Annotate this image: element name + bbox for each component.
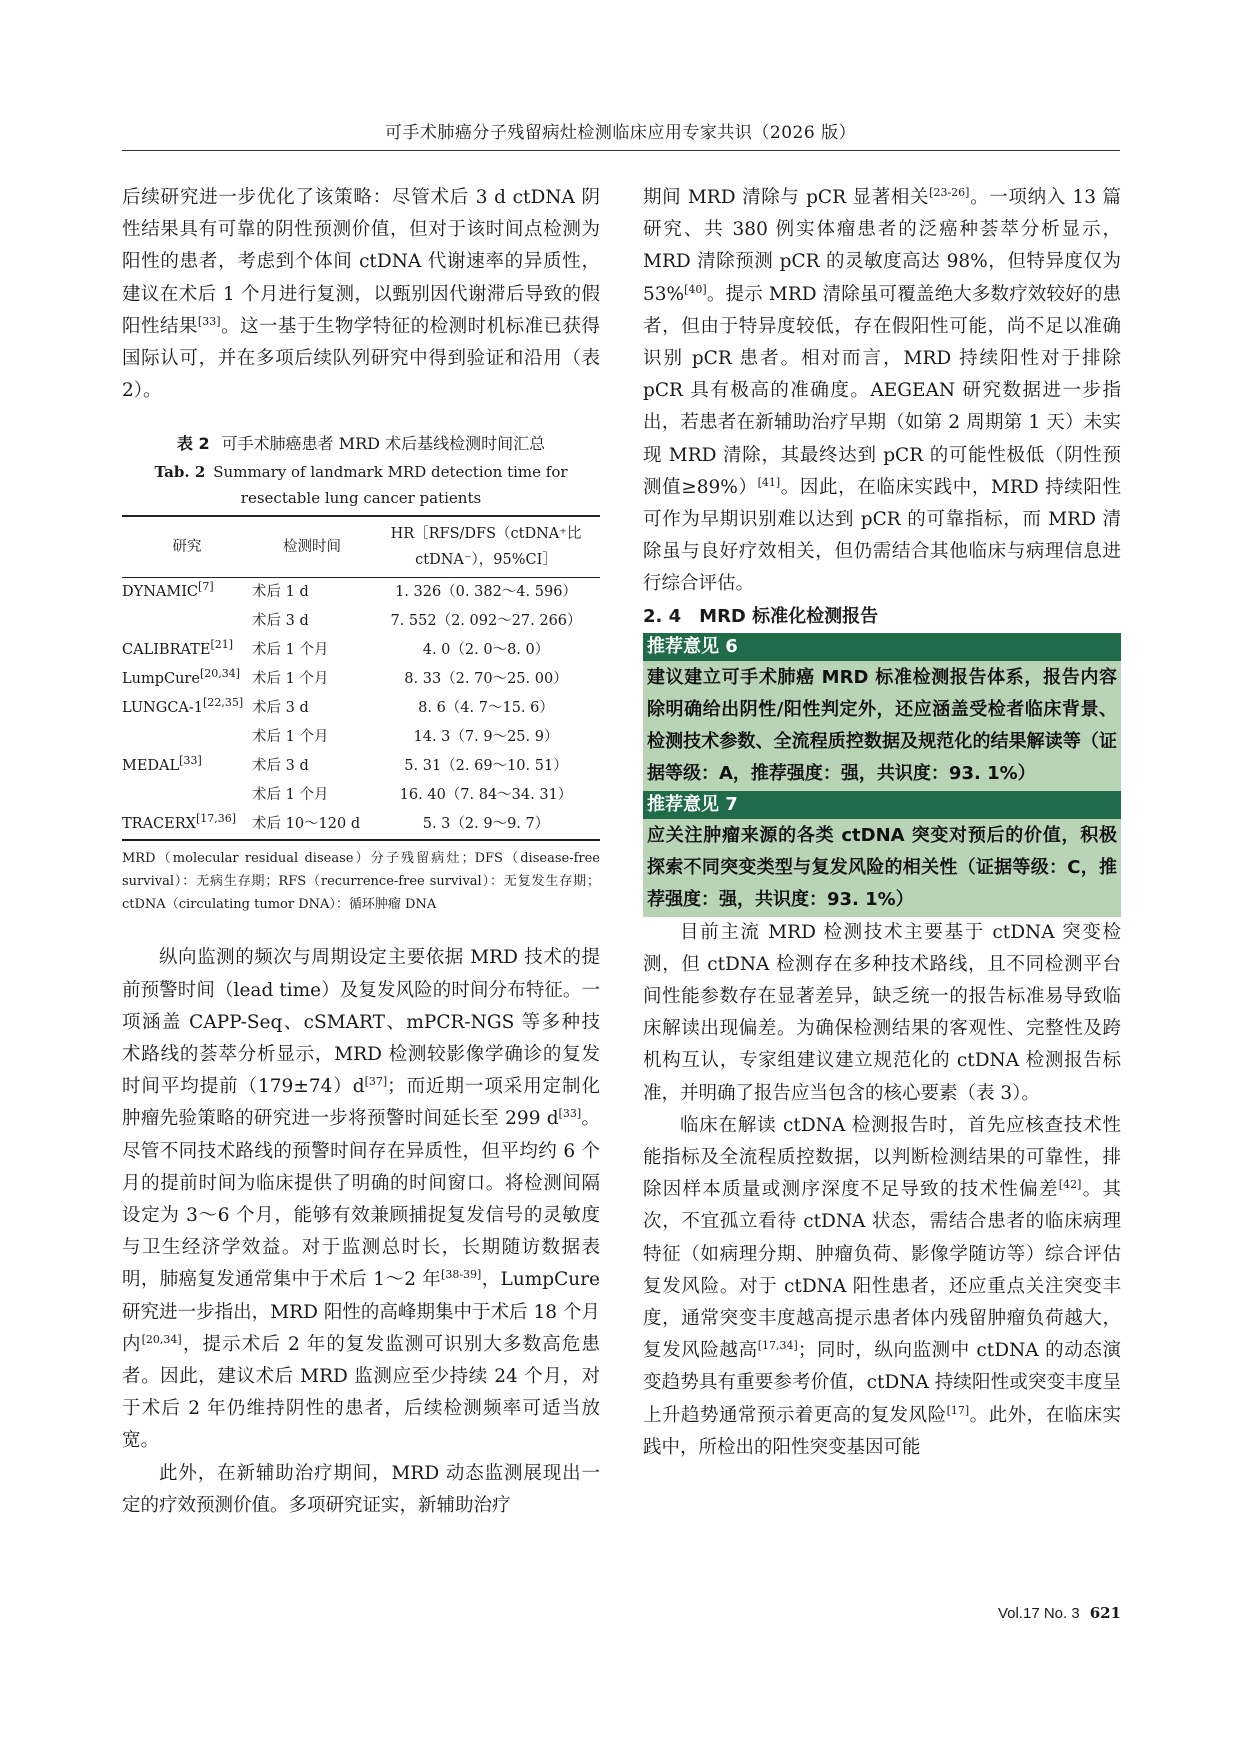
cell-hr: 5. 3（2. 9～9. 7） [422, 816, 550, 833]
table-footnote: MRD（molecular residual disease）分子残留病灶；DFS（disease-free survival）：无病生存期；RFS（recurrence-free survival）：无复发生存期；ctDNA（circulating tumor DNA）：循环肿瘤 DNA [122, 851, 600, 913]
citation: [40] [684, 282, 707, 296]
table-row [122, 694, 600, 723]
cell-time: 术后 1 个月 [252, 787, 329, 804]
table-caption-en: Tab. 2 Summary of landmark MRD detection time for resectable lung cancer patients [154, 463, 568, 508]
citation: [37] [364, 1075, 388, 1089]
left-paragraph-2: 纵向监测的频次与周期设定主要依据 MRD 技术的提前预警时间（lead time）及复发风险的时间分布特征。一项涵盖 CAPP-Seq、cSMART、mPCR-NGS 等多种技术路线的荟萃分析显示，MRD 检测较影像学确诊的复发时间平均提前（179±74）d[37]；而近期一项采用定制化肿瘤先验策略的研究进一步将预警时间延长至 299 d[33]。尽管不同技术路线的预警时间存在异质性，但平均约 6 个月的提前时间为临床提供了明确的时间窗口。将检测间隔设定为 3～6 个月，能够有效兼顾捕捉复发信号的灵敏度与卫生经济学效益。对于监测总时长，长期随访数据表明，肺癌复发通常集中于术后 1～2 年[38-39]，LumpCure 研究进一步指出，MRD 阳性的高峰期集中于术后 18 个月内[20,34]，提示术后 2 年的复发监测可识别大多数高危患者。因此，建议术后 MRD 监测应至少持续 24 个月，对于术后 2 年仍维持阴性的患者，后续检测频率可适当放宽。 [122, 947, 600, 1452]
table-row [122, 781, 600, 810]
table-row [122, 723, 600, 752]
left-column [122, 182, 600, 1522]
cell-hr: 5. 31（2. 69～10. 51） [404, 758, 568, 775]
cell-time: 术后 3 d [252, 613, 309, 630]
cell-study [122, 607, 252, 636]
cell-study: DYNAMIC[7] [122, 580, 214, 601]
recommendation-7-body: 应关注肿瘤来源的各类 ctDNA 突变对预后的价值，积极探索不同突变类型与复发风险的相关性（证据等级：C，推荐强度：强，共识度：93. 1%） [643, 819, 1121, 917]
page-footer [998, 1604, 1121, 1622]
table-header-row [122, 516, 600, 578]
recommendation-6-title: 推荐意见 6 [643, 633, 1121, 661]
header-study: 研究 [172, 539, 202, 556]
cell-hr: 8. 6（4. 7～15. 6） [418, 700, 554, 717]
citation: [17] [946, 1403, 970, 1417]
cell-time: 术后 1 d [252, 584, 309, 601]
table-row [122, 752, 600, 781]
citation: [38-39] [441, 1268, 482, 1282]
cell-time: 术后 1 个月 [252, 729, 329, 746]
citation: [17,36] [195, 812, 237, 826]
cell-study [122, 781, 252, 810]
citation: [22,35] [203, 696, 244, 710]
citation: [33] [558, 1107, 582, 1121]
cell-study: LumpCure[20,34] [122, 667, 241, 688]
right-paragraph-2: 目前主流 MRD 检测技术主要基于 ctDNA 突变检测，但 ctDNA 检测存在多种技术路线，且不同检测平台间性能参数存在显著差异，缺乏统一的报告标准易导致临床解读出现偏差。为确保检测结果的客观性、完整性及跨机构互认，专家组建议建立规范化的 ctDNA 检测报告标准，并明确了报告应当包含的核心要素（表 3）。 [643, 921, 1121, 1104]
cell-hr: 16. 40（7. 84～34. 31） [399, 787, 573, 804]
citation: [33] [179, 754, 202, 768]
cell-study: CALIBRATE[21] [122, 638, 234, 659]
mrd-detection-table [122, 515, 600, 841]
header-rule [122, 150, 1120, 151]
right-paragraph-1: 期间 MRD 清除与 pCR 显著相关[23-26]。一项纳入 13 篇研究、共 380 例实体瘤患者的泛癌种荟萃分析显示，MRD 清除预测 pCR 的灵敏度高达 98%，但特异度仅为 53%[40]。提示 MRD 清除虽可覆盖绝大多数疗效较好的患者，但由于特异度较低，存在假阳性可能，尚不足以准确识别 pCR 患者。相对而言，MRD 持续阳性对于排除 pCR 具有极高的准确度。AEGEAN 研究数据进一步指出，若患者在新辅助治疗早期（如第 2 周期第 1 天）未实现 MRD 清除，其最终达到 pCR 的可能性极低（阴性预测值≥89%）[41]。因此，在临床实践中，MRD 持续阳性可作为早期识别难以达到 pCR 的可靠指标，而 MRD 清除虽与良好疗效相关，但仍需结合其他临床与病理信息进行综合评估。 [643, 185, 1122, 595]
table-row [122, 578, 600, 608]
cell-time: 术后 10～120 d [252, 816, 361, 833]
table-row [122, 810, 600, 840]
page-number: 621 [1089, 1604, 1121, 1622]
table-caption-cn: 表 2 可手术肺癌患者 MRD 术后基线检测时间汇总 [176, 434, 546, 454]
left-paragraph-1: 后续研究进一步优化了该策略：尽管术后 3 d ctDNA 阴性结果具有可靠的阴性预测价值，但对于该时间点检测为阳性的患者，考虑到个体间 ctDNA 代谢速率的异质性，建议在术后 1 个月进行复测，以甄别因代谢滞后导致的假阳性结果[33]。这一基于生物学特征的检测时机标准已获得国际认可，并在多项后续队列研究中得到验证和沿用（表 2）。 [122, 187, 600, 402]
citation: [33] [197, 314, 221, 328]
right-paragraph-3: 临床在解读 ctDNA 检测报告时，首先应核查技术性能指标及全流程质控数据，以判断检测结果的可靠性，排除因样本质量或测序深度不足导致的技术性偏差[42]。其次，不宜孤立看待 ctDNA 状态，需结合患者的临床病理特征（如病理分期、肿瘤负荷、影像学随访等）综合评估复发风险。对于 ctDNA 阳性患者，还应重点关注突变丰度，通常突变丰度越高提示患者体内残留肿瘤负荷越大，复发风险越高[17,34]；同时，纵向监测中 ctDNA 的动态演变趋势具有重要参考价值，ctDNA 持续阳性或突变丰度呈上升趋势通常预示着更高的复发风险[17]。此外，在临床实践中，所检出的阳性突变基因可能 [643, 1114, 1121, 1458]
recommendation-6-body: 建议建立可手术肺癌 MRD 标准检测报告体系，报告内容除明确给出阴性/阳性判定外，还应涵盖受检者临床背景、检测技术参数、全流程质控数据及规范化的结果解读等（证据等级：A，推荐强度：强，共识度：93. 1%） [643, 661, 1121, 791]
citation: [42] [1058, 1178, 1082, 1192]
cell-hr: 4. 0（2. 0～8. 0） [422, 642, 550, 659]
citation: [17,34] [757, 1339, 798, 1353]
table-row [122, 607, 600, 636]
citation: [20,34] [141, 1332, 182, 1346]
cell-study: TRACERX[17,36] [122, 812, 237, 833]
table-row [122, 636, 600, 665]
cell-hr: 14. 3（7. 9～25. 9） [413, 729, 559, 746]
cell-time: 术后 1 个月 [252, 642, 329, 659]
cell-study: MEDAL[33] [122, 754, 202, 775]
cell-hr: 1. 326（0. 382～4. 596） [395, 584, 577, 601]
journal-volume: Vol.17 No. 3 [997, 1605, 1080, 1622]
section-heading: 2. 4 MRD 标准化检测报告 [643, 605, 879, 627]
cell-study: LUNGCA-1[22,35] [122, 696, 244, 717]
citation: [23-26] [929, 185, 970, 199]
cell-study [122, 723, 252, 752]
header-time: 检测时间 [283, 539, 341, 556]
left-paragraph-3: 此外，在新辅助治疗期间，MRD 动态监测展现出一定的疗效预测价值。多项研究证实，新辅助治疗 [122, 1462, 600, 1516]
citation: [20,34] [199, 667, 241, 681]
running-header: 可手术肺癌分子残留病灶检测临床应用专家共识（2026 版） [384, 123, 857, 143]
cell-hr: 7. 552（2. 092～27. 266） [390, 613, 582, 630]
cell-hr: 8. 33（2. 70～25. 00） [404, 671, 568, 688]
recommendation-7-title: 推荐意见 7 [643, 791, 1121, 819]
cell-time: 术后 3 d [252, 758, 309, 775]
header-hr: HR［RFS/DFS（ctDNA⁺比 ctDNA⁻），95%CI］ [390, 526, 582, 569]
cell-time: 术后 1 个月 [252, 671, 329, 688]
table-2 [122, 431, 600, 916]
citation: [41] [757, 475, 781, 489]
citation: [7] [198, 580, 214, 594]
citation: [21] [210, 638, 234, 652]
table-row [122, 665, 600, 694]
right-column [643, 182, 1121, 1464]
cell-time: 术后 3 d [252, 700, 309, 717]
